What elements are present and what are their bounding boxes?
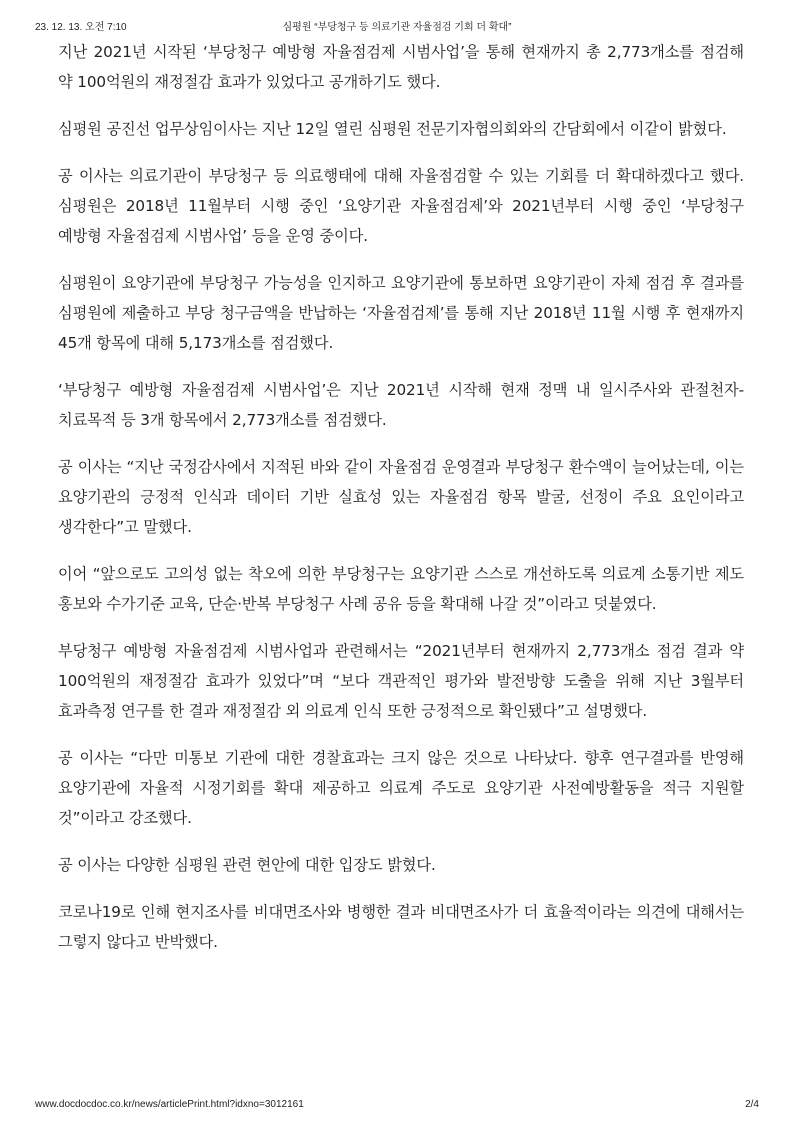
article-paragraph: 공 이사는 “다만 미통보 기관에 대한 경찰효과는 크지 않은 것으로 나타났다. 향후 연구결과를 반영해 요양기관에 자율적 시정기회를 확대 제공하고 의료계 주도로 요양기관 사전예방활동을 적극 지원할 것”이라고 강조했다. (58, 749, 744, 827)
article-paragraph: 심평원이 요양기관에 부당청구 가능성을 인지하고 요양기관에 통보하면 요양기관이 자체 점검 후 결과를 심평원에 제출하고 부당 청구금액을 반납하는 ‘자율점검제’를 통해 지난 2018년 11월 시행 후 현재까지 45개 항목에 대해 5,173개소를 점검했다. (58, 274, 744, 352)
article-paragraph: 심평원 공진선 업무상임이사는 지난 12일 열린 심평원 전문기자협의회와의 간담회에서 이같이 밝혔다. (58, 120, 727, 138)
article-paragraph: 부당청구 예방형 자율점검제 시범사업과 관련해서는 “2021년부터 현재까지 2,773개소 점검 결과 약 100억원의 재정절감 효과가 있었다”며 “보다 객관적인 평가와 발전방향 도출을 위해 지난 3월부터 효과측정 연구를 한 결과 재정절감 외 의료계 인식 또한 긍정적으로 확인됐다”고 설명했다. (58, 642, 744, 720)
article-paragraph: 공 이사는 “지난 국정감사에서 지적된 바와 같이 자율점검 운영결과 부당청구 환수액이 늘어났는데, 이는 요양기관의 긍정적 인식과 데이터 기반 실효성 있는 자율점검 항목 발굴, 선정이 주요 요인이라고 생각한다”고 말했다. (58, 458, 744, 536)
article-paragraph: ‘부당청구 예방형 자율점검제 시범사업’은 지난 2021년 시작해 현재 정맥 내 일시주사와 관절천자-치료목적 등 3개 항목에서 2,773개소를 점검했다. (58, 381, 744, 429)
print-page-title: 심평원 “부당청구 등 의료기관 자율점검 기회 더 확대” (282, 22, 512, 33)
print-url: www.docdocdoc.co.kr/news/articlePrint.html?idxno=3012161 (35, 1099, 304, 1110)
print-page-number: 2/4 (745, 1099, 759, 1110)
article-paragraph: 공 이사는 의료기관이 부당청구 등 의료행태에 대해 자율점검할 수 있는 기회를 더 확대하겠다고 했다. 심평원은 2018년 11월부터 시행 중인 ‘요양기관 자율점검제’와 2021년부터 시행 중인 ‘부당청구 예방형 자율점검제 시범사업’ 등을 운영 중이다. (58, 167, 744, 245)
article-paragraph: 공 이사는 다양한 심평원 관련 현안에 대한 입장도 밝혔다. (58, 856, 436, 874)
print-footer (0, 1099, 794, 1113)
article-paragraph: 지난 2021년 시작된 ‘부당청구 예방형 자율점검제 시범사업’을 통해 현재까지 총 2,773개소를 점검해 약 100억원의 재정절감 효과가 있었다고 공개하기도 했다. (58, 43, 744, 91)
article-paragraph: 코로나19로 인해 현지조사를 비대면조사와 병행한 결과 비대면조사가 더 효율적이라는 의견에 대해서는 그렇지 않다고 반박했다. (58, 903, 744, 951)
article-body (58, 37, 744, 974)
print-datetime: 23. 12. 13. 오전 7:10 (35, 22, 127, 33)
article-paragraph: 이어 “앞으로도 고의성 없는 착오에 의한 부당청구는 요양기관 스스로 개선하도록 의료계 소통기반 제도 홍보와 수가기준 교육, 단순·반복 부당청구 사례 공유 등을 확대해 나갈 것”이라고 덧붙였다. (58, 565, 744, 613)
print-header (0, 18, 794, 32)
